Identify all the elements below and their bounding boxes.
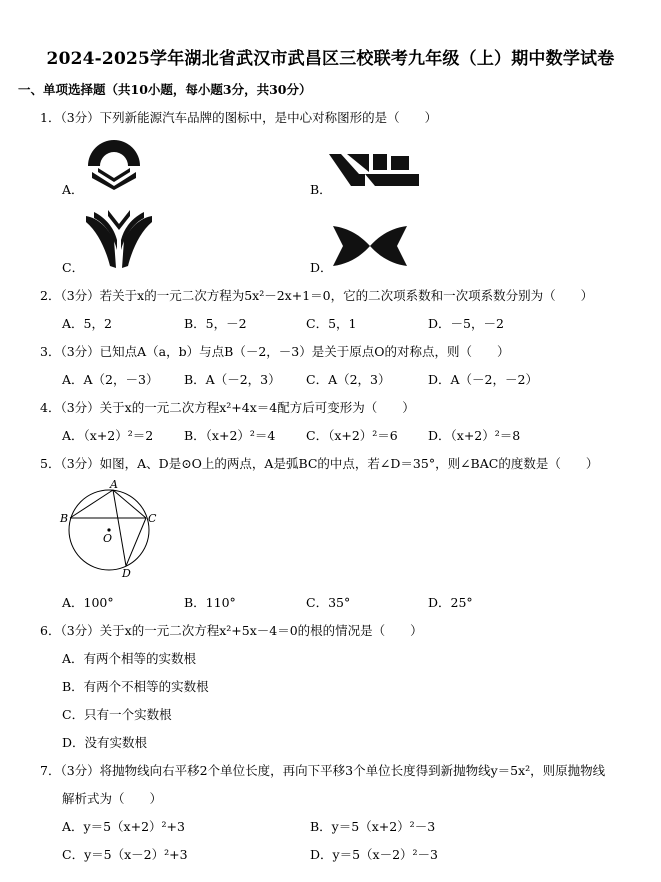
question-2-stem: 2．（3分）若关于x的一元二次方程为5x²－2x+1＝0，它的二次项系数和一次项系数分别为（ ）: [40, 288, 594, 303]
question-7-stem-line2: 解析式为（ ）: [62, 791, 163, 806]
question-4-option-a: A．（x+2）²＝2: [62, 428, 154, 443]
segment-cd: [126, 518, 146, 566]
question-5-stem: 5．（3分）如图，A、D是⊙O上的两点，A是弧BC的中点，若∠D＝35°，则∠BAC的度数是（ ）: [40, 456, 599, 471]
question-7-stem-line1: 7．（3分）将抛物线向右平移2个单位长度，再向下平移3个单位长度得到新抛物线y＝5x²，则原抛物线: [40, 763, 606, 778]
question-4-option-d: D．（x+2）²＝8: [428, 428, 521, 443]
logo-c-icon: [84, 210, 154, 268]
page-title: 2024-2025学年湖北省武汉市武昌区三校联考九年级（上）期中数学试卷: [46, 49, 615, 69]
logo-b-icon: [329, 150, 419, 190]
question-7-option-d: D．y＝5（x－2）²－3: [310, 847, 439, 862]
label-b: B: [60, 512, 69, 525]
question-6-option-b: B．有两个不相等的实数根: [62, 679, 209, 694]
question-7-option-c: C．y＝5（x－2）²+3: [62, 847, 188, 862]
question-3-option-d: D．A（－2，－2）: [428, 372, 538, 387]
question-7-option-a: A．y＝5（x+2）²+3: [62, 819, 185, 834]
segment-ac: [113, 490, 146, 518]
question-2-option-b: B．5，－2: [184, 316, 247, 331]
question-1-label-b: B．: [310, 182, 332, 197]
logo-a-icon: [84, 138, 144, 190]
question-3-option-c: C．A（2，3）: [306, 372, 391, 387]
segment-ad: [113, 490, 126, 566]
question-5-option-c: C．35°: [306, 595, 351, 610]
question-3-option-a: A．A（2，－3）: [62, 372, 159, 387]
question-3-stem: 3．（3分）已知点A（a，b）与点B（－2，－3）是关于原点O的对称点，则（ ）: [40, 344, 510, 359]
question-2-option-d: D．－5，－2: [428, 316, 504, 331]
question-2-option-c: C．5，1: [306, 316, 357, 331]
label-a: A: [110, 478, 118, 491]
label-d: D: [122, 567, 131, 580]
label-o: O: [103, 532, 113, 545]
question-6-stem: 6．（3分）关于x的一元二次方程x²+5x－4＝0的根的情况是（ ）: [40, 623, 423, 638]
question-1-label-a: A．: [62, 182, 84, 197]
question-6-option-c: C．只有一个实数根: [62, 707, 172, 722]
question-4-stem: 4．（3分）关于x的一元二次方程x²+4x＝4配方后可变形为（ ）: [40, 400, 415, 415]
question-4-option-b: B．（x+2）²＝4: [184, 428, 276, 443]
question-2-option-a: A．5，2: [62, 316, 112, 331]
question-6-option-a: A．有两个相等的实数根: [62, 651, 197, 666]
question-6-option-d: D．没有实数根: [62, 735, 148, 750]
question-5-option-a: A．100°: [62, 595, 114, 610]
question-1-label-d: D．: [310, 260, 333, 275]
question-3-option-b: B．A（－2，3）: [184, 372, 281, 387]
question-5-option-d: D．25°: [428, 595, 473, 610]
label-c: C: [148, 512, 157, 525]
question-5-option-b: B．110°: [184, 595, 236, 610]
question-1-stem: 1．（3分）下列新能源汽车品牌的图标中，是中心对称图形的是（ ）: [40, 110, 438, 125]
section-heading: 一、单项选择题（共10小题，每小题3分，共30分）: [18, 82, 312, 97]
question-7-option-b: B．y＝5（x+2）²－3: [310, 819, 436, 834]
logo-d-icon: [333, 224, 407, 268]
question-1-label-c: C．: [62, 260, 85, 275]
circle-figure: [58, 478, 158, 582]
question-4-option-c: C．（x+2）²＝6: [306, 428, 398, 443]
